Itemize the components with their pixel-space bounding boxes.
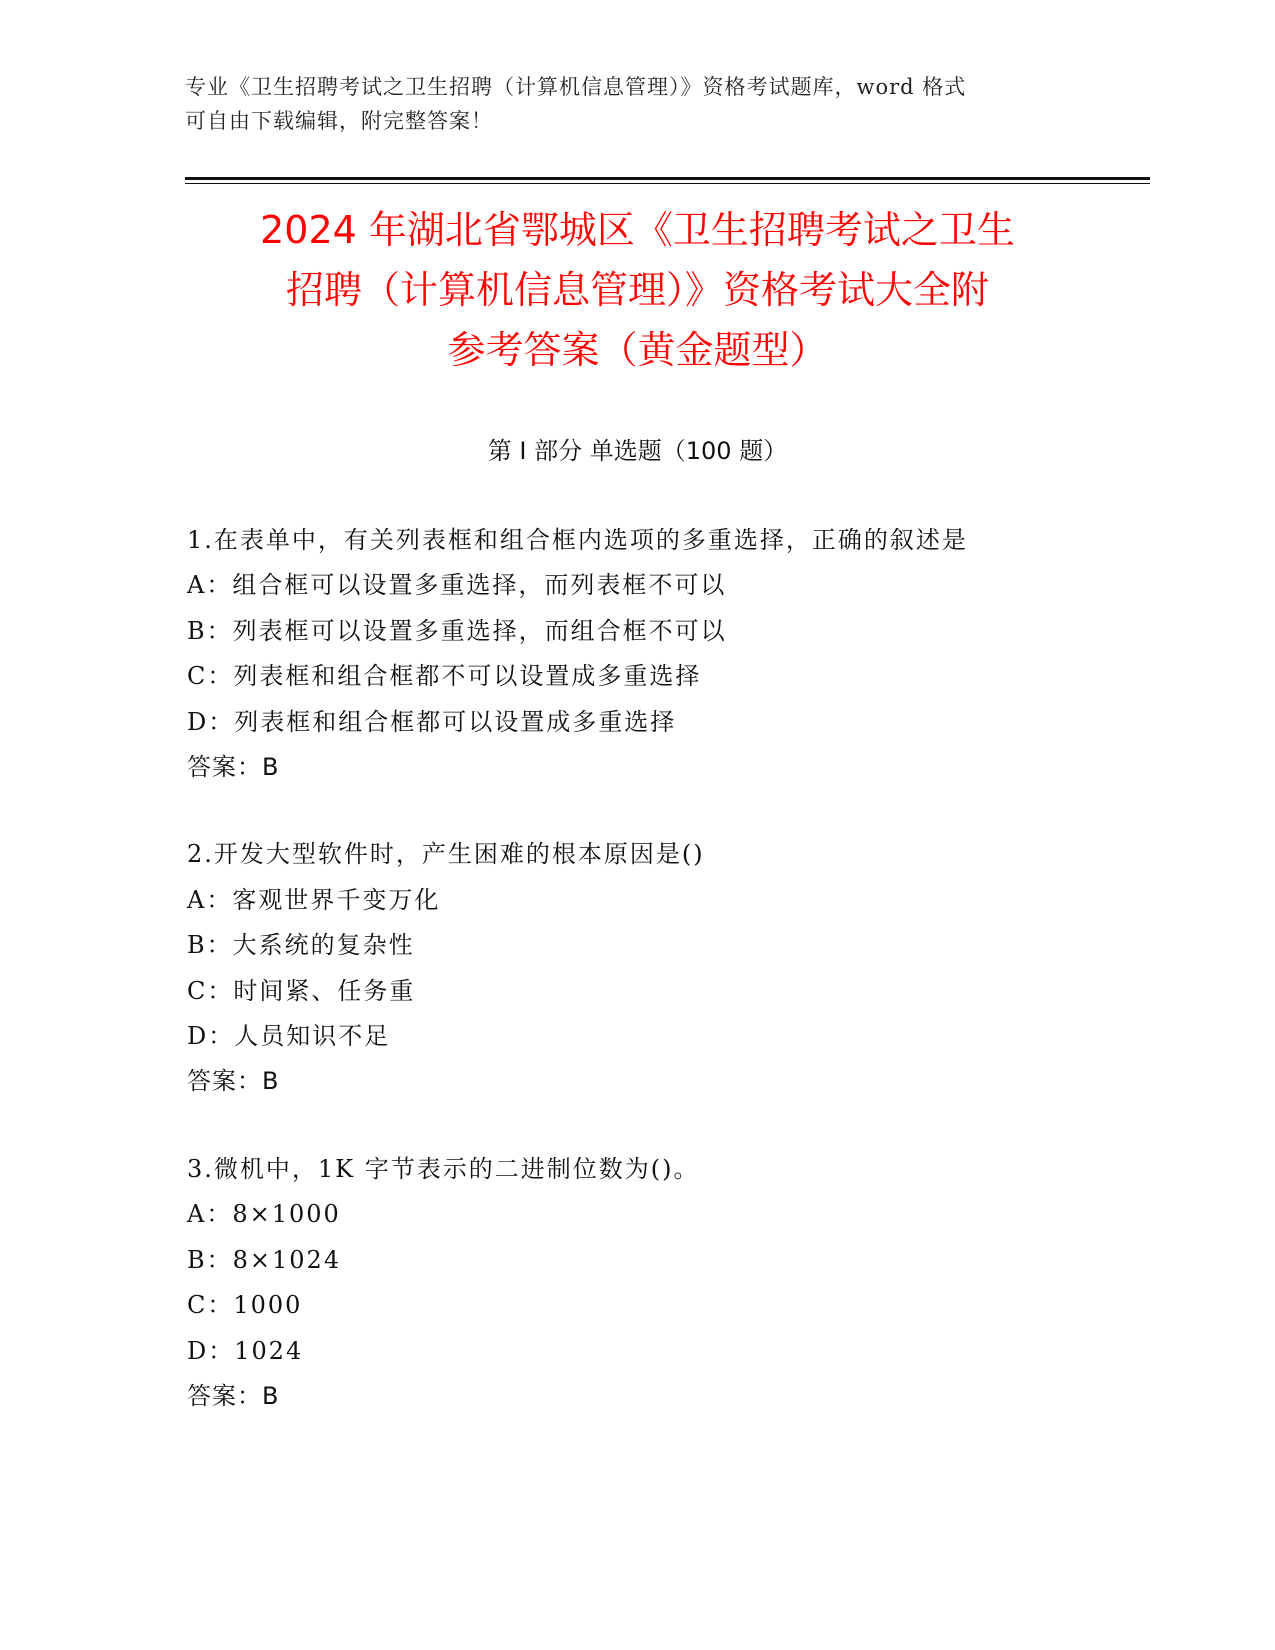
option-c: C：时间紧、任务重 <box>187 976 416 1005</box>
question-1 <box>187 518 1147 790</box>
answer-text: 答案：B <box>187 1067 280 1096</box>
answer-text: 答案：B <box>187 753 280 782</box>
option-d: D：列表框和组合框都可以设置成多重选择 <box>187 707 677 736</box>
header-divider-thick <box>185 177 1150 180</box>
document-title <box>170 200 1105 380</box>
option-c: C：列表框和组合框都不可以设置成多重选择 <box>187 662 702 691</box>
question-stem: 2.开发大型软件时，产生困难的根本原因是() <box>187 840 705 869</box>
question-list <box>187 518 1147 1461</box>
header-divider-thin <box>185 183 1150 184</box>
option-d: D：人员知识不足 <box>187 1022 391 1051</box>
option-b: B：列表框可以设置多重选择，而组合框不可以 <box>187 616 727 645</box>
intro-line-1: 专业《卫生招聘考试之卫生招聘（计算机信息管理）》资格考试题库，word 格式 <box>185 75 967 99</box>
option-a: A：客观世界千变万化 <box>187 885 441 914</box>
option-d: D：1024 <box>187 1336 304 1365</box>
question-3 <box>187 1147 1147 1419</box>
title-line-2: 招聘（计算机信息管理）》资格考试大全附 <box>285 268 989 312</box>
answer-text: 答案：B <box>187 1381 280 1410</box>
section-heading: 第 I 部分 单选题（100 题） <box>487 437 788 465</box>
option-a: A：8×1000 <box>187 1200 341 1229</box>
option-c: C：1000 <box>187 1291 303 1320</box>
title-line-3: 参考答案（黄金题型） <box>447 328 828 372</box>
intro-text <box>185 70 1065 138</box>
option-b: B：8×1024 <box>187 1245 342 1274</box>
title-line-1: 2024 年湖北省鄂城区《卫生招聘考试之卫生 <box>260 208 1015 252</box>
option-a: A：组合框可以设置多重选择，而列表框不可以 <box>187 571 727 600</box>
question-2 <box>187 832 1147 1104</box>
option-b: B：大系统的复杂性 <box>187 931 415 960</box>
question-stem: 3.微机中，1K 字节表示的二进制位数为()。 <box>187 1154 700 1183</box>
intro-line-2: 可自由下载编辑，附完整答案！ <box>185 109 493 133</box>
question-stem: 1.在表单中，有关列表框和组合框内选项的多重选择，正确的叙述是 <box>187 526 968 554</box>
